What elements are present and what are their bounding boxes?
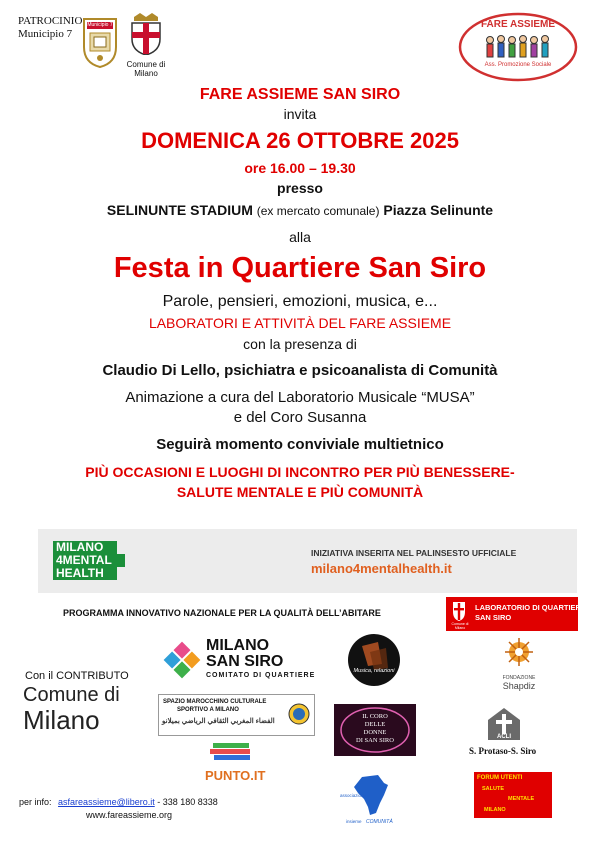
event-time: ore 16.00 – 19.30 bbox=[244, 160, 356, 176]
contact-email-link[interactable]: asfareassieme@libero.it bbox=[58, 797, 155, 807]
laboratorio-text bbox=[475, 603, 586, 623]
forum-utenti-logo bbox=[474, 772, 552, 818]
municipio-emblem bbox=[80, 13, 120, 69]
subtitle-line-2: LABORATORI E ATTIVITÀ DEL FARE ASSIEME bbox=[148, 315, 452, 331]
africa-association-logo bbox=[340, 773, 402, 831]
laboratorio-emblem bbox=[451, 600, 467, 622]
contact-info bbox=[19, 797, 218, 807]
msn-line-3: COMITATO DI QUARTIERE bbox=[206, 672, 316, 679]
venue-place: Piazza Selinunte bbox=[383, 202, 494, 218]
fare-assieme-logo-title: FARE ASSIEME bbox=[480, 19, 556, 30]
alla-text: alla bbox=[289, 229, 311, 245]
municipio-text: Municipio 7 bbox=[18, 28, 73, 40]
programma-label: PROGRAMMA INNOVATIVO NAZIONALE PER LA QUALITÀ DELL’ABITARE bbox=[63, 608, 381, 618]
laboratorio-line-2: SAN SIRO bbox=[475, 613, 512, 622]
africa-text-3: COMUNITÀ bbox=[366, 819, 393, 825]
comune-small-label-1: Comune di bbox=[126, 60, 166, 69]
mh-logo-line-3: HEALTH bbox=[53, 567, 117, 580]
africa-text-1: associazione bbox=[340, 793, 367, 798]
municipio-badge-text: Municipio 7 bbox=[87, 22, 113, 28]
website-link[interactable]: www.fareassieme.org bbox=[86, 810, 173, 820]
coro-line-2: DELLE bbox=[364, 721, 386, 728]
animation-line-2: e del Coro Susanna bbox=[233, 409, 367, 426]
spazio-marocchino-logo bbox=[158, 694, 315, 736]
spazio-emblem-icon bbox=[288, 703, 310, 725]
contact-phone: - 338 180 8338 bbox=[157, 797, 218, 807]
animation-line-1: Animazione a cura del Laboratorio Musicale “MUSA” bbox=[125, 389, 475, 406]
event-date: DOMENICA 26 OTTOBRE 2025 bbox=[141, 128, 459, 153]
venue-note: (ex mercato comunale) bbox=[256, 204, 380, 218]
spazio-line-2: SPORTIVO A MILANO bbox=[177, 707, 239, 713]
subtitle-line-3: con la presenza di bbox=[243, 336, 357, 352]
coro-text bbox=[334, 713, 416, 745]
mental-health-logo bbox=[53, 541, 139, 580]
venue-name: SELINUNTE STADIUM bbox=[106, 202, 253, 218]
mh-logo-line-1: MILANO bbox=[53, 541, 117, 554]
comune-small-label-2: Milano bbox=[134, 69, 158, 78]
shapdiz-logo bbox=[486, 636, 552, 692]
forum-line-1: FORUM UTENTI bbox=[477, 775, 523, 781]
guest-line: Claudio Di Lello, psichiatra e psicoanalista di Comunità bbox=[102, 362, 498, 379]
coro-line-3: DONNE bbox=[363, 729, 387, 736]
banner-caption: INIZIATIVA INSERITA NEL PALINSESTO UFFICIALE bbox=[311, 548, 517, 558]
subtitle-line-1: Parole, pensieri, emozioni, musica, e... bbox=[162, 293, 438, 310]
msn-line-1: MILANO bbox=[206, 637, 270, 654]
laboratorio-line-1: LABORATORIO DI QUARTIERE bbox=[475, 603, 586, 612]
acli-label: S. Protaso-S. Siro bbox=[469, 746, 537, 756]
shapdiz-line-1: FONDAZIONE bbox=[502, 675, 536, 681]
presso-text: presso bbox=[277, 180, 323, 196]
event-title: Festa in Quartiere San Siro bbox=[113, 252, 487, 284]
punto-it-text: PUNTO.IT bbox=[205, 768, 266, 783]
msn-line-2: SAN SIRO bbox=[206, 653, 284, 670]
patrocinio-text: PATROCINIO bbox=[18, 15, 83, 27]
spazio-arabic: الفضاء المغربي الثقافي الرياضي بميلانو bbox=[162, 718, 275, 725]
contact-label: per info: bbox=[19, 797, 52, 807]
venue bbox=[0, 202, 600, 218]
banner-site-link[interactable]: milano4mentalhealth.it bbox=[311, 561, 452, 576]
patrocinio-label bbox=[18, 15, 82, 41]
spazio-line-1: SPAZIO MAROCCHINO CULTURALE bbox=[163, 699, 267, 705]
org-name: FARE ASSIEME SAN SIRO bbox=[199, 86, 401, 103]
contributo-label: Con il CONTRIBUTO bbox=[25, 670, 129, 682]
milano-san-siro-logo bbox=[162, 638, 337, 686]
forum-line-2: SALUTE bbox=[482, 786, 504, 792]
fare-assieme-logo-subtitle: Ass. Promozione Sociale bbox=[484, 62, 552, 68]
acli-logo-text: ACLI bbox=[497, 734, 511, 740]
punto-it-logo bbox=[205, 741, 266, 787]
forum-line-4: MILANO bbox=[484, 807, 506, 813]
mh-logo-line-2: 4MENTAL bbox=[53, 554, 125, 567]
convivial-line: Seguirà momento conviviale multietnico bbox=[156, 436, 444, 453]
forum-line-3: MENTALE bbox=[508, 796, 535, 802]
musa-logo bbox=[348, 634, 400, 686]
comune-emblem bbox=[126, 13, 166, 78]
fare-assieme-logo bbox=[458, 12, 578, 82]
coro-donne-logo bbox=[334, 704, 416, 756]
musa-text: Musica, relazioni bbox=[353, 668, 395, 674]
invita-text: invita bbox=[283, 106, 317, 122]
shapdiz-line-2: Shapdiz bbox=[502, 681, 536, 691]
contributo-milano: Milano bbox=[23, 705, 100, 735]
slogan-line-1: PIÙ OCCASIONI E LUOGHI DI INCONTRO PER PIÙ BENESSERE- bbox=[85, 464, 515, 480]
acli-logo bbox=[484, 704, 524, 744]
coro-line-4: DI SAN SIRO bbox=[356, 737, 394, 744]
africa-text-2: insieme bbox=[346, 819, 362, 824]
laboratorio-emblem-text: Comune di Milano bbox=[451, 622, 469, 630]
slogan-line-2: SALUTE MENTALE E PIÙ COMUNITÀ bbox=[176, 484, 424, 500]
contributo-comune: Comune di bbox=[23, 684, 120, 706]
coro-line-1: IL CORO bbox=[362, 713, 388, 720]
